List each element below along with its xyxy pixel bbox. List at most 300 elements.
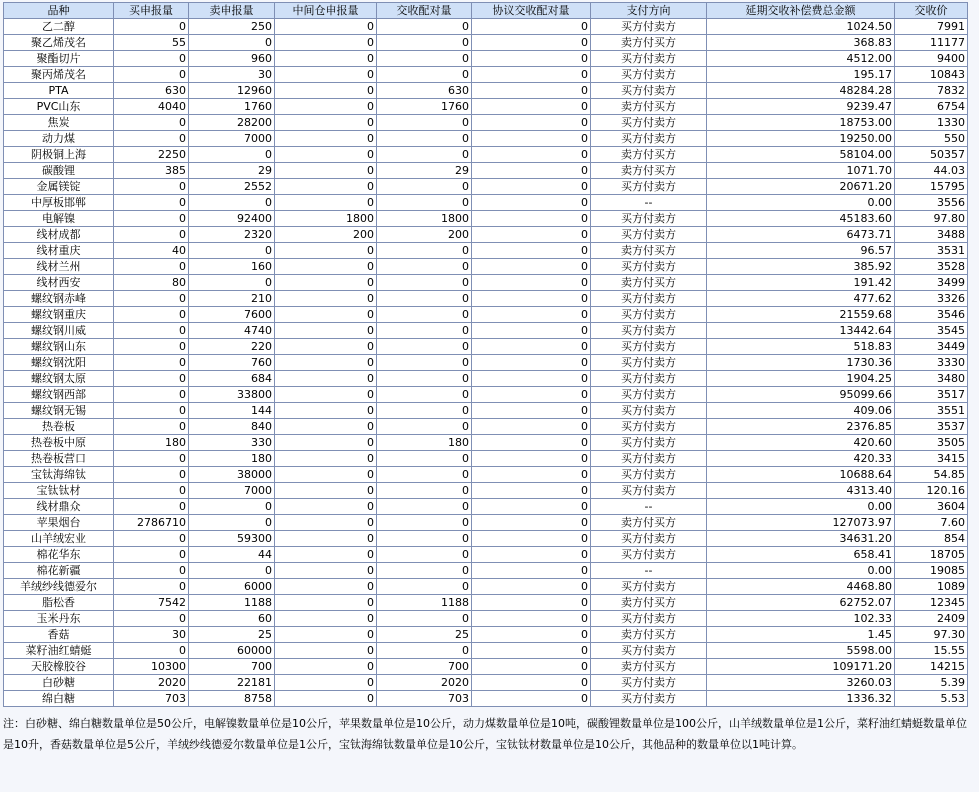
cell-compensation-total: 13442.64 [707,323,895,339]
cell-sell-qty: 33800 [189,387,275,403]
cell-sell-qty: 59300 [189,531,275,547]
cell-compensation-total: 109171.20 [707,659,895,675]
cell-matched-qty: 1760 [377,99,472,115]
cell-sell-qty: 840 [189,419,275,435]
cell-sell-qty: 0 [189,35,275,51]
cell-warehouse-qty: 0 [275,115,377,131]
cell-matched-qty: 0 [377,643,472,659]
cell-compensation-total: 420.33 [707,451,895,467]
cell-variety: 菜籽油红蜻蜓 [4,643,114,659]
column-header-buy-qty: 买申报量 [114,3,189,19]
cell-buy-qty: 0 [114,371,189,387]
table-row [4,307,968,323]
cell-sell-qty: 28200 [189,115,275,131]
cell-sell-qty: 0 [189,515,275,531]
cell-variety: 宝钛海绵钛 [4,467,114,483]
cell-variety: 金属镁锭 [4,179,114,195]
cell-agreement-matched-qty: 0 [472,627,591,643]
table-row [4,83,968,99]
cell-payment-direction: 卖方付买方 [591,35,707,51]
cell-sell-qty: 210 [189,291,275,307]
cell-payment-direction: 买方付卖方 [591,419,707,435]
column-header-compensation-total: 延期交收补偿费总金额 [707,3,895,19]
cell-matched-qty: 0 [377,51,472,67]
cell-payment-direction: 买方付卖方 [591,19,707,35]
cell-warehouse-qty: 0 [275,67,377,83]
cell-compensation-total: 95099.66 [707,387,895,403]
cell-delivery-price: 44.03 [895,163,968,179]
cell-compensation-total: 127073.97 [707,515,895,531]
cell-compensation-total: 1730.36 [707,355,895,371]
cell-agreement-matched-qty: 0 [472,179,591,195]
cell-compensation-total: 18753.00 [707,115,895,131]
cell-variety: 宝钛钛材 [4,483,114,499]
cell-sell-qty: 8758 [189,691,275,707]
cell-payment-direction: 卖方付买方 [591,275,707,291]
cell-agreement-matched-qty: 0 [472,99,591,115]
cell-delivery-price: 3556 [895,195,968,211]
cell-buy-qty: 0 [114,195,189,211]
table-row [4,99,968,115]
cell-compensation-total: 2376.85 [707,419,895,435]
table-row [4,595,968,611]
cell-matched-qty: 0 [377,19,472,35]
cell-delivery-price: 1089 [895,579,968,595]
cell-compensation-total: 48284.28 [707,83,895,99]
cell-agreement-matched-qty: 0 [472,435,591,451]
cell-payment-direction: 买方付卖方 [591,675,707,691]
cell-delivery-price: 7.60 [895,515,968,531]
table-row [4,467,968,483]
table-row [4,531,968,547]
cell-warehouse-qty: 0 [275,275,377,291]
cell-variety: 热卷板 [4,419,114,435]
table-row [4,611,968,627]
cell-variety: 焦炭 [4,115,114,131]
cell-warehouse-qty: 0 [275,51,377,67]
delivery-report [0,2,979,755]
cell-variety: 阴极铜上海 [4,147,114,163]
table-header-row [4,3,968,19]
cell-payment-direction: 买方付卖方 [591,451,707,467]
cell-variety: 玉米丹东 [4,611,114,627]
cell-variety: 线材兰州 [4,259,114,275]
cell-agreement-matched-qty: 0 [472,35,591,51]
cell-compensation-total: 368.83 [707,35,895,51]
cell-delivery-price: 9400 [895,51,968,67]
cell-warehouse-qty: 0 [275,611,377,627]
cell-compensation-total: 518.83 [707,339,895,355]
cell-warehouse-qty: 0 [275,467,377,483]
cell-compensation-total: 10688.64 [707,467,895,483]
cell-matched-qty: 0 [377,35,472,51]
cell-compensation-total: 0.00 [707,195,895,211]
cell-warehouse-qty: 0 [275,179,377,195]
table-row [4,35,968,51]
cell-sell-qty: 60000 [189,643,275,659]
cell-payment-direction: 买方付卖方 [591,131,707,147]
cell-buy-qty: 4040 [114,99,189,115]
table-row [4,259,968,275]
cell-buy-qty: 0 [114,115,189,131]
table-row [4,419,968,435]
cell-sell-qty: 760 [189,355,275,371]
cell-agreement-matched-qty: 0 [472,467,591,483]
cell-agreement-matched-qty: 0 [472,515,591,531]
cell-matched-qty: 200 [377,227,472,243]
cell-sell-qty: 2552 [189,179,275,195]
cell-matched-qty: 0 [377,547,472,563]
cell-matched-qty: 0 [377,403,472,419]
cell-matched-qty: 0 [377,419,472,435]
cell-delivery-price: 5.39 [895,675,968,691]
cell-sell-qty: 7000 [189,483,275,499]
cell-matched-qty: 0 [377,131,472,147]
cell-matched-qty: 0 [377,387,472,403]
cell-payment-direction: 卖方付买方 [591,163,707,179]
cell-sell-qty: 0 [189,499,275,515]
cell-variety: 棉花华东 [4,547,114,563]
cell-variety: 螺纹钢无锡 [4,403,114,419]
cell-buy-qty: 0 [114,451,189,467]
cell-buy-qty: 7542 [114,595,189,611]
cell-compensation-total: 1071.70 [707,163,895,179]
table-row [4,499,968,515]
table-row [4,51,968,67]
cell-compensation-total: 20671.20 [707,179,895,195]
cell-buy-qty: 0 [114,643,189,659]
table-row [4,691,968,707]
cell-warehouse-qty: 0 [275,643,377,659]
cell-delivery-price: 1330 [895,115,968,131]
cell-variety: 热卷板营口 [4,451,114,467]
cell-agreement-matched-qty: 0 [472,243,591,259]
cell-compensation-total: 6473.71 [707,227,895,243]
cell-payment-direction: -- [591,499,707,515]
cell-buy-qty: 2786710 [114,515,189,531]
table-row [4,227,968,243]
table-row [4,179,968,195]
cell-variety: 苹果烟台 [4,515,114,531]
cell-sell-qty: 180 [189,451,275,467]
cell-delivery-price: 50357 [895,147,968,163]
cell-delivery-price: 11177 [895,35,968,51]
cell-variety: 绵白糖 [4,691,114,707]
cell-agreement-matched-qty: 0 [472,163,591,179]
cell-variety: 螺纹钢沈阳 [4,355,114,371]
table-row [4,643,968,659]
cell-agreement-matched-qty: 0 [472,51,591,67]
cell-agreement-matched-qty: 0 [472,547,591,563]
cell-buy-qty: 0 [114,419,189,435]
cell-compensation-total: 191.42 [707,275,895,291]
cell-compensation-total: 658.41 [707,547,895,563]
cell-variety: 聚酯切片 [4,51,114,67]
cell-warehouse-qty: 0 [275,131,377,147]
cell-delivery-price: 120.16 [895,483,968,499]
table-row [4,403,968,419]
table-row [4,659,968,675]
cell-payment-direction: 买方付卖方 [591,67,707,83]
cell-buy-qty: 2020 [114,675,189,691]
cell-delivery-price: 854 [895,531,968,547]
cell-agreement-matched-qty: 0 [472,19,591,35]
cell-payment-direction: 买方付卖方 [591,259,707,275]
cell-compensation-total: 1336.32 [707,691,895,707]
cell-delivery-price: 3546 [895,307,968,323]
cell-variety: 中厚板邯郸 [4,195,114,211]
table-row [4,435,968,451]
cell-variety: 线材成都 [4,227,114,243]
cell-agreement-matched-qty: 0 [472,259,591,275]
cell-warehouse-qty: 0 [275,451,377,467]
cell-compensation-total: 409.06 [707,403,895,419]
column-header-warehouse-qty: 中间仓申报量 [275,3,377,19]
cell-compensation-total: 62752.07 [707,595,895,611]
cell-variety: 香菇 [4,627,114,643]
table-row [4,19,968,35]
cell-buy-qty: 630 [114,83,189,99]
cell-agreement-matched-qty: 0 [472,419,591,435]
cell-sell-qty: 22181 [189,675,275,691]
table-row [4,451,968,467]
cell-sell-qty: 960 [189,51,275,67]
cell-compensation-total: 45183.60 [707,211,895,227]
cell-buy-qty: 0 [114,547,189,563]
cell-warehouse-qty: 0 [275,323,377,339]
cell-sell-qty: 1760 [189,99,275,115]
cell-compensation-total: 0.00 [707,563,895,579]
cell-warehouse-qty: 0 [275,307,377,323]
cell-compensation-total: 1.45 [707,627,895,643]
table-row [4,547,968,563]
cell-agreement-matched-qty: 0 [472,227,591,243]
cell-buy-qty: 30 [114,627,189,643]
cell-warehouse-qty: 1800 [275,211,377,227]
cell-matched-qty: 0 [377,611,472,627]
cell-matched-qty: 0 [377,115,472,131]
cell-matched-qty: 0 [377,291,472,307]
cell-agreement-matched-qty: 0 [472,371,591,387]
table-row [4,115,968,131]
cell-agreement-matched-qty: 0 [472,339,591,355]
cell-buy-qty: 10300 [114,659,189,675]
cell-agreement-matched-qty: 0 [472,675,591,691]
cell-warehouse-qty: 0 [275,371,377,387]
cell-variety: 动力煤 [4,131,114,147]
cell-warehouse-qty: 0 [275,83,377,99]
cell-agreement-matched-qty: 0 [472,403,591,419]
cell-buy-qty: 80 [114,275,189,291]
cell-variety: 线材鼎众 [4,499,114,515]
cell-variety: 线材重庆 [4,243,114,259]
cell-sell-qty: 700 [189,659,275,675]
cell-payment-direction: 买方付卖方 [591,531,707,547]
cell-agreement-matched-qty: 0 [472,83,591,99]
cell-buy-qty: 0 [114,467,189,483]
table-row [4,243,968,259]
cell-payment-direction: 买方付卖方 [591,371,707,387]
cell-compensation-total: 3260.03 [707,675,895,691]
cell-sell-qty: 0 [189,147,275,163]
cell-agreement-matched-qty: 0 [472,195,591,211]
cell-buy-qty: 0 [114,307,189,323]
cell-payment-direction: 买方付卖方 [591,387,707,403]
cell-payment-direction: 买方付卖方 [591,291,707,307]
cell-warehouse-qty: 0 [275,547,377,563]
cell-compensation-total: 21559.68 [707,307,895,323]
cell-variety: PVC山东 [4,99,114,115]
cell-warehouse-qty: 0 [275,291,377,307]
cell-delivery-price: 3551 [895,403,968,419]
cell-agreement-matched-qty: 0 [472,67,591,83]
cell-delivery-price: 3415 [895,451,968,467]
cell-warehouse-qty: 0 [275,435,377,451]
table-row [4,147,968,163]
cell-warehouse-qty: 0 [275,691,377,707]
cell-matched-qty: 0 [377,371,472,387]
cell-payment-direction: 买方付卖方 [591,211,707,227]
column-header-sell-qty: 卖申报量 [189,3,275,19]
cell-agreement-matched-qty: 0 [472,563,591,579]
cell-buy-qty: 40 [114,243,189,259]
cell-variety: 螺纹钢川威 [4,323,114,339]
cell-warehouse-qty: 0 [275,99,377,115]
cell-buy-qty: 703 [114,691,189,707]
cell-buy-qty: 0 [114,339,189,355]
table-row [4,67,968,83]
cell-buy-qty: 0 [114,611,189,627]
cell-variety: 电解镍 [4,211,114,227]
cell-agreement-matched-qty: 0 [472,275,591,291]
cell-payment-direction: 买方付卖方 [591,307,707,323]
cell-agreement-matched-qty: 0 [472,307,591,323]
cell-payment-direction: 买方付卖方 [591,579,707,595]
cell-payment-direction: 卖方付买方 [591,659,707,675]
cell-sell-qty: 7000 [189,131,275,147]
cell-agreement-matched-qty: 0 [472,531,591,547]
cell-delivery-price: 54.85 [895,467,968,483]
cell-variety: 碳酸锂 [4,163,114,179]
cell-warehouse-qty: 0 [275,35,377,51]
cell-buy-qty: 2250 [114,147,189,163]
cell-agreement-matched-qty: 0 [472,659,591,675]
cell-agreement-matched-qty: 0 [472,323,591,339]
cell-compensation-total: 4313.40 [707,483,895,499]
cell-buy-qty: 0 [114,19,189,35]
table-row [4,579,968,595]
cell-compensation-total: 0.00 [707,499,895,515]
cell-sell-qty: 0 [189,275,275,291]
table-row [4,627,968,643]
cell-matched-qty: 700 [377,659,472,675]
cell-warehouse-qty: 0 [275,195,377,211]
cell-matched-qty: 0 [377,243,472,259]
cell-sell-qty: 160 [189,259,275,275]
table-row [4,515,968,531]
cell-buy-qty: 0 [114,579,189,595]
cell-variety: 天胶橡胶谷 [4,659,114,675]
cell-variety: 聚丙烯茂名 [4,67,114,83]
table-row [4,195,968,211]
cell-delivery-price: 3480 [895,371,968,387]
cell-payment-direction: 卖方付买方 [591,515,707,531]
cell-delivery-price: 7991 [895,19,968,35]
cell-buy-qty: 0 [114,211,189,227]
cell-variety: 乙二醇 [4,19,114,35]
cell-sell-qty: 30 [189,67,275,83]
cell-warehouse-qty: 0 [275,259,377,275]
delivery-table [3,2,968,707]
table-row [4,387,968,403]
cell-payment-direction: 买方付卖方 [591,227,707,243]
cell-compensation-total: 19250.00 [707,131,895,147]
cell-warehouse-qty: 0 [275,531,377,547]
column-header-variety: 品种 [4,3,114,19]
cell-delivery-price: 97.80 [895,211,968,227]
cell-matched-qty: 29 [377,163,472,179]
cell-compensation-total: 9239.47 [707,99,895,115]
table-row [4,371,968,387]
cell-delivery-price: 15795 [895,179,968,195]
cell-buy-qty: 0 [114,563,189,579]
cell-compensation-total: 420.60 [707,435,895,451]
cell-matched-qty: 0 [377,323,472,339]
cell-matched-qty: 0 [377,563,472,579]
cell-agreement-matched-qty: 0 [472,131,591,147]
cell-warehouse-qty: 0 [275,339,377,355]
cell-payment-direction: 买方付卖方 [591,179,707,195]
cell-delivery-price: 3517 [895,387,968,403]
cell-delivery-price: 3449 [895,339,968,355]
cell-buy-qty: 180 [114,435,189,451]
cell-warehouse-qty: 0 [275,595,377,611]
cell-agreement-matched-qty: 0 [472,211,591,227]
cell-sell-qty: 2320 [189,227,275,243]
cell-matched-qty: 0 [377,579,472,595]
table-row [4,131,968,147]
cell-payment-direction: 买方付卖方 [591,483,707,499]
cell-delivery-price: 3531 [895,243,968,259]
cell-payment-direction: 卖方付买方 [591,595,707,611]
cell-warehouse-qty: 0 [275,563,377,579]
cell-sell-qty: 44 [189,547,275,563]
cell-sell-qty: 25 [189,627,275,643]
cell-buy-qty: 0 [114,291,189,307]
cell-warehouse-qty: 0 [275,243,377,259]
cell-agreement-matched-qty: 0 [472,483,591,499]
cell-matched-qty: 1188 [377,595,472,611]
cell-variety: 羊绒纱线德爱尔 [4,579,114,595]
cell-warehouse-qty: 0 [275,499,377,515]
cell-matched-qty: 0 [377,483,472,499]
cell-buy-qty: 0 [114,179,189,195]
cell-agreement-matched-qty: 0 [472,355,591,371]
cell-delivery-price: 3545 [895,323,968,339]
cell-buy-qty: 385 [114,163,189,179]
cell-warehouse-qty: 0 [275,387,377,403]
cell-sell-qty: 1188 [189,595,275,611]
cell-matched-qty: 1800 [377,211,472,227]
cell-compensation-total: 96.57 [707,243,895,259]
table-row [4,675,968,691]
cell-matched-qty: 0 [377,275,472,291]
cell-buy-qty: 0 [114,531,189,547]
column-header-matched-qty: 交收配对量 [377,3,472,19]
cell-matched-qty: 25 [377,627,472,643]
cell-warehouse-qty: 0 [275,627,377,643]
cell-warehouse-qty: 0 [275,659,377,675]
